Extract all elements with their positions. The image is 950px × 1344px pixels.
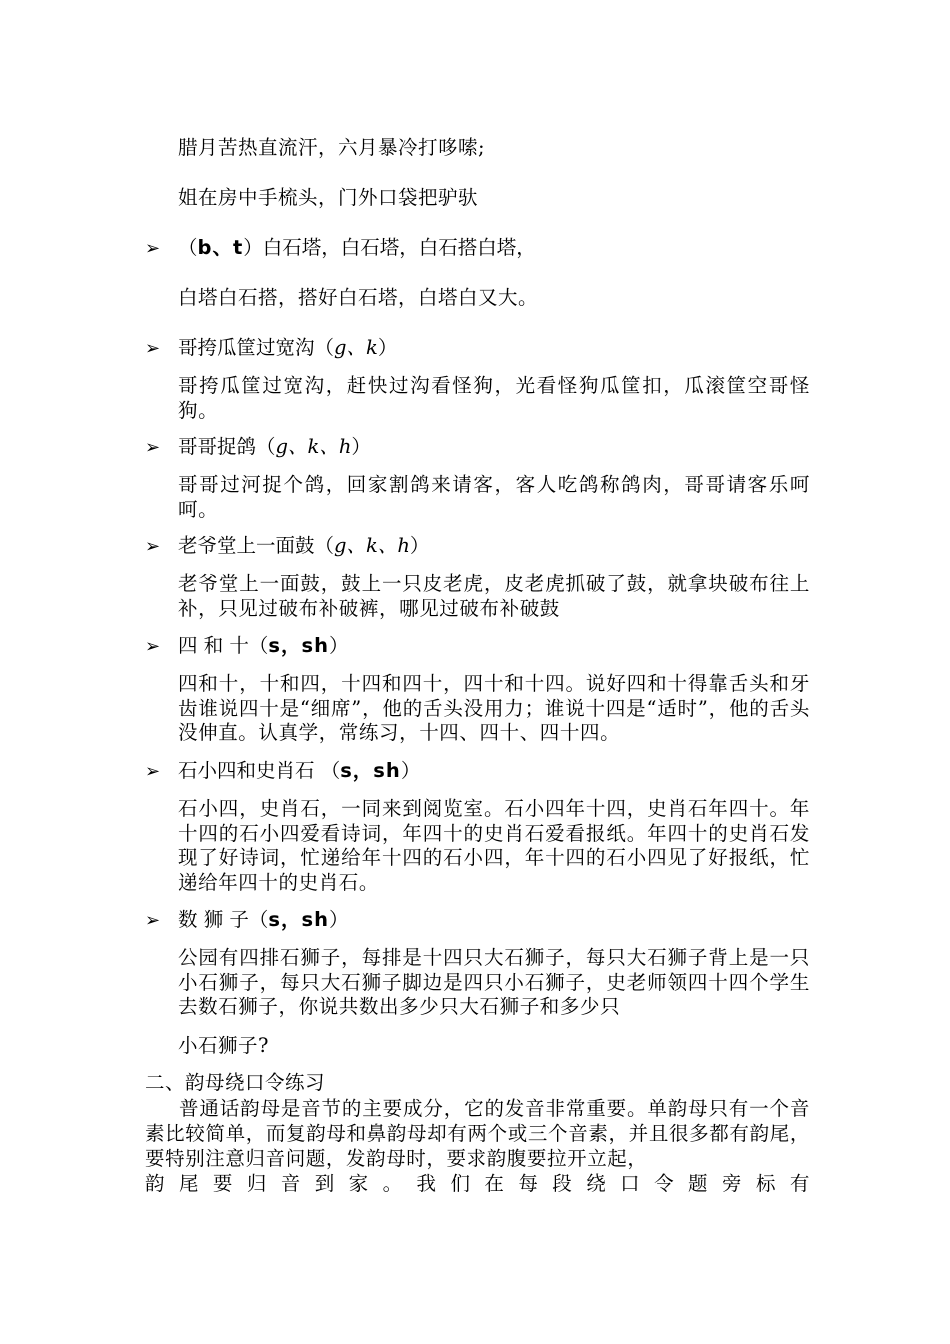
tongue-twister-text: 四和十，十和四，十四和四十，四十和十四。说好四和十得靠舌头和牙齿谁说四十是“细席”，他的舌头没用力；谁说十四是“适时”，他的舌头没伸直。认真学，常练习，十四、四十、四十四。 bbox=[178, 672, 810, 744]
tongue-twister-text: 石小四，史肖石，一同来到阅览室。石小四年十四，史肖石年四十。年十四的石小四爱看诗词，年四十的史肖石爱看报纸。年四十的史肖石发现了好诗词，忙递给年十四的石小四，年十四的石小四见了好报纸，忙递给年四十的史肖石。 bbox=[178, 797, 810, 894]
arrow-bullet-icon: ➢ bbox=[145, 910, 161, 931]
body-paragraph-last-line: 韵尾要归音到家。我们在每段绕口令题旁标有 bbox=[145, 1172, 810, 1195]
verse-line: 白塔白石搭，搭好白石塔，白塔白又大。 bbox=[178, 286, 539, 309]
arrow-bullet-icon: ➢ bbox=[145, 636, 161, 657]
bullet-heading: ➢ 哥哥捉鸽（g、k、h） bbox=[145, 435, 371, 458]
arrow-bullet-icon: ➢ bbox=[145, 437, 161, 458]
tongue-twister-text: 公园有四排石狮子，每排是十四只大石狮子，每只大石狮子背上是一只小石狮子，每只大石狮子脚边是四只小石狮子，史老师领四十四个学生去数石狮子，你说共数出多少只大石狮子和多少只 bbox=[178, 946, 810, 1018]
bullet-heading: ➢ 老爷堂上一面鼓（g、k、h） bbox=[145, 534, 430, 557]
bullet-heading: ➢ 石小四和史肖石 （s，sh） bbox=[145, 759, 421, 782]
arrow-bullet-icon: ➢ bbox=[145, 338, 161, 359]
arrow-bullet-icon: ➢ bbox=[145, 536, 161, 557]
bullet-heading: ➢ （b、t）白石塔，白石塔，白石搭白塔， bbox=[145, 236, 536, 259]
bullet-heading: ➢ 数 狮 子（s，sh） bbox=[145, 908, 349, 931]
arrow-bullet-icon: ➢ bbox=[145, 238, 161, 259]
verse-line: 腊月苦热直流汗，六月暴冷打哆嗦; bbox=[178, 136, 486, 159]
tongue-twister-text: 老爷堂上一面鼓，鼓上一只皮老虎，皮老虎抓破了鼓，就拿块破布往上补，只见过破布补破裤，哪见过破布补破鼓 bbox=[178, 572, 810, 620]
arrow-bullet-icon: ➢ bbox=[145, 761, 161, 782]
tongue-twister-text: 哥挎瓜筐过宽沟，赶快过沟看怪狗，光看怪狗瓜筐扣，瓜滚筐空哥怪狗。 bbox=[178, 374, 810, 422]
verse-line: 姐在房中手梳头，门外口袋把驴驮 bbox=[178, 186, 479, 209]
bullet-heading: ➢ 四 和 十（s，sh） bbox=[145, 634, 349, 657]
bullet-heading: ➢ 哥挎瓜筐过宽沟（g、k） bbox=[145, 336, 398, 359]
tongue-twister-text: 哥哥过河捉个鸽，回家割鸽来请客，客人吃鸽称鸽肉，哥哥请客乐呵呵。 bbox=[178, 473, 810, 521]
section-heading: 二、韵母绕口令练习 bbox=[145, 1071, 326, 1094]
body-paragraph: 普通话韵母是音节的主要成分，它的发音非常重要。单韵母只有一个音素比较简单，而复韵母和鼻韵母却有两个或三个音素，并且很多都有韵尾，要特别注意归音问题，发韵母时，要求韵腹要拉开立起， bbox=[145, 1097, 810, 1170]
verse-line: 小石狮子? bbox=[178, 1034, 269, 1057]
